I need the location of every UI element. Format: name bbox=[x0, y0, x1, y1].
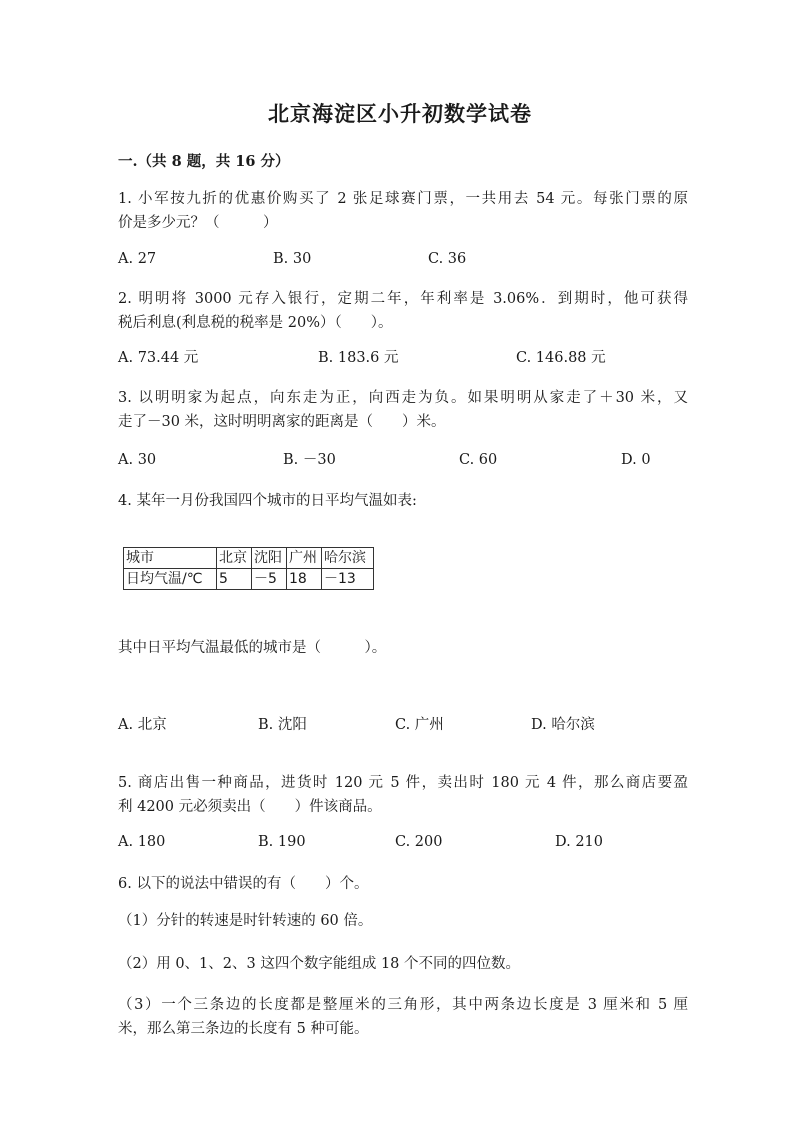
page-title: 北京海淀区小升初数学试卷 bbox=[268, 101, 532, 126]
question-6-statement-3-line-1: （3）一个三条边的长度都是整厘米的三角形，其中两条边长度是 3 厘米和 5 厘 bbox=[118, 997, 688, 1013]
table-row bbox=[124, 569, 374, 590]
question-2-option-a: A. 73.44 元 bbox=[118, 350, 199, 366]
question-5-line-1: 5. 商店出售一种商品，进货时 120 元 5 件，卖出时 180 元 4 件，那么商店要盈 bbox=[118, 775, 688, 791]
table-cell: 沈阳 bbox=[252, 548, 287, 569]
question-2-line-2: 税后利息(利息税的税率是 20%）（ ）。 bbox=[118, 315, 393, 331]
question-5-option-a: A. 180 bbox=[118, 834, 166, 850]
question-2-option-b: B. 183.6 元 bbox=[318, 350, 399, 366]
question-5-option-d: D. 210 bbox=[555, 834, 604, 850]
table-cell: 5 bbox=[217, 569, 252, 590]
question-4-option-a: A. 北京 bbox=[118, 717, 167, 733]
table-cell: －13 bbox=[322, 569, 374, 590]
question-1-option-b: B. 30 bbox=[273, 251, 312, 267]
table-cell: 日均气温/℃ bbox=[124, 569, 217, 590]
table-header-row bbox=[124, 548, 374, 569]
question-3-line-1: 3. 以明明家为起点，向东走为正，向西走为负。如果明明从家走了＋30 米，又 bbox=[118, 390, 688, 406]
question-4-option-b: B. 沈阳 bbox=[258, 717, 307, 733]
question-5-line-2: 利 4200 元必须卖出（ ）件该商品。 bbox=[118, 799, 382, 815]
question-3-option-d: D. 0 bbox=[621, 452, 651, 468]
table-cell: 城市 bbox=[124, 548, 217, 569]
question-3-option-c: C. 60 bbox=[459, 452, 498, 468]
table-cell: 北京 bbox=[217, 548, 252, 569]
question-5-option-b: B. 190 bbox=[258, 834, 306, 850]
table-cell: 18 bbox=[287, 569, 322, 590]
temperature-table bbox=[123, 547, 374, 590]
section-heading: 一.（共 8 题，共 16 分） bbox=[118, 153, 290, 170]
table-cell: －5 bbox=[252, 569, 287, 590]
question-3-line-2: 走了－30 米，这时明明离家的距离是（ ）米。 bbox=[118, 414, 446, 430]
question-1-option-a: A. 27 bbox=[118, 251, 157, 267]
question-6-statement-2: （2）用 0、1、2、3 这四个数字能组成 18 个不同的四位数。 bbox=[118, 956, 521, 972]
question-4-option-c: C. 广州 bbox=[395, 717, 444, 733]
question-1-option-c: C. 36 bbox=[428, 251, 467, 267]
question-6-statement-1: （1）分针的转速是时针转速的 60 倍。 bbox=[118, 913, 373, 929]
table-cell: 广州 bbox=[287, 548, 322, 569]
question-2-line-1: 2. 明明将 3000 元存入银行，定期二年，年利率是 3.06%．到期时，他可获得 bbox=[118, 291, 688, 307]
question-6-line-1: 6. 以下的说法中错误的有（ ）个。 bbox=[118, 876, 369, 892]
question-1-line-1: 1. 小军按九折的优惠价购买了 2 张足球赛门票，一共用去 54 元。每张门票的原 bbox=[118, 191, 688, 207]
question-4-option-d: D. 哈尔滨 bbox=[531, 717, 595, 733]
question-3-option-a: A. 30 bbox=[118, 452, 157, 468]
question-1-line-2: 价是多少元？（ ） bbox=[118, 215, 278, 231]
question-3-option-b: B. －30 bbox=[283, 452, 336, 468]
question-4-line-1: 4. 某年一月份我国四个城市的日平均气温如表: bbox=[118, 493, 417, 509]
question-2-option-c: C. 146.88 元 bbox=[516, 350, 606, 366]
question-5-option-c: C. 200 bbox=[395, 834, 443, 850]
question-4-line-2: 其中日平均气温最低的城市是（ ）。 bbox=[118, 640, 387, 656]
table-cell: 哈尔滨 bbox=[322, 548, 374, 569]
question-6-statement-3-line-2: 米，那么第三条边的长度有 5 种可能。 bbox=[118, 1021, 369, 1037]
